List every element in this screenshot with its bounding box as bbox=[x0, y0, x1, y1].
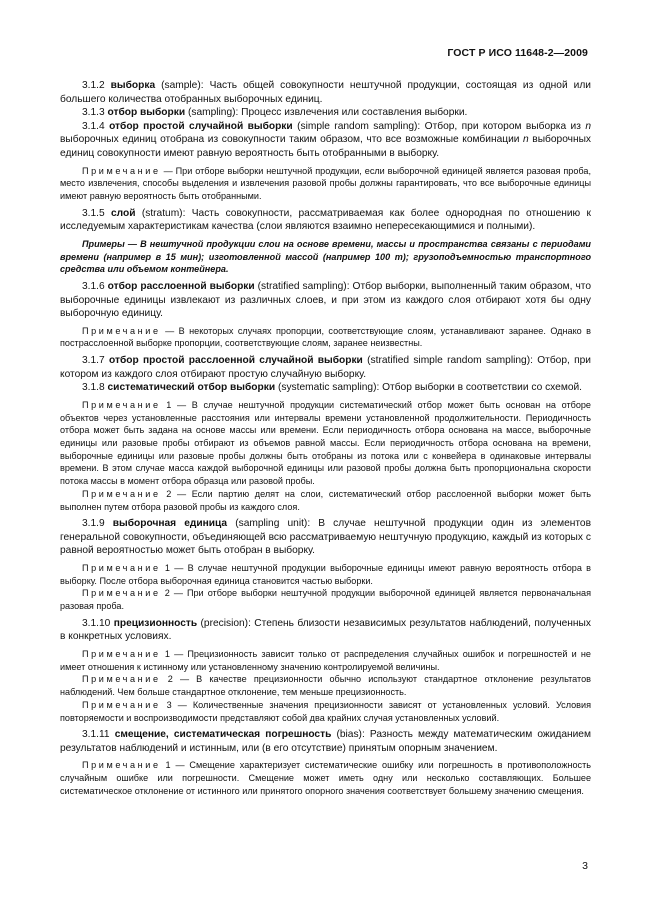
clause-3-1-6: 3.1.6 отбор расслоенной выборки (stratified sampling): Отбор выборки, выполненный таким образом, что выборочные единицы извлекают из различных слоев, и при этом из каждого слоя отбирают хотя бы одну выборочную единицу. bbox=[60, 280, 591, 320]
standard-header: ГОСТ Р ИСО 11648-2—2009 bbox=[447, 47, 588, 59]
note-3-1-11-1: Примечание 1 — Смещение характеризует систематические ошибку или погрешность в противоположность случайным ошибке или погрешности. Смещение может иметь одну или несколько составляющих. Большее систематическое отклонение от истинного или принятого опорного значения соответствует большему значению смещения. bbox=[60, 760, 591, 796]
note-3-1-8-2: Примечание 2 — Если партию делят на слои, систематический отбор расслоенной выборки может быть выполнен путем отбора разовой пробы из каждого слоя. bbox=[60, 488, 591, 512]
clause-3-1-4: 3.1.4 отбор простой случайной выборки (simple random sampling): Отбор, при котором выборка из n выборочных единиц отобрана из совокупности таким образом, что все возможные комбинации n выборочных единиц совокупности имеют равную вероятность быть отобранными в выборку. bbox=[60, 120, 592, 159]
note-3-1-8-1: Примечание 1 — В случае нештучной продукции систематический отбор может быть основан на отборе объектов через установленные расстояния или интервалы времени установленной продолжительности. Периодичность отбора может быть задана на основе массы или времени. Если периодичность отбора основана на массе, выборочные единицы или разовые пробы отбирают из объемов равной массы. Если периодичность отбора основана на времени, выборочные единицы или разовые пробы должны быть отобраны из потока или с конвейера в одинаковые интервалы времени. В этом случае масса каждой выборочной единицы или разовой пробы должна быть пропорциональна скорости потока массы в момент отбора образца или разовой пробы. bbox=[60, 399, 591, 487]
page-number: 3 bbox=[582, 860, 588, 872]
note-3-1-6: Примечание — В некоторых случаях пропорции, соответствующие слоям, устанавливают заранее. Однако в пострасслоенной выборке пропорции, соответствующие слоям, заранее неизвестны. bbox=[60, 325, 591, 349]
clause-3-1-11: 3.1.11 смещение, систематическая погрешность (bias): Разность между математическим ожиданием результатов наблюдений и истинным, или (в его отсутствие) принятым опорным значением. bbox=[60, 729, 591, 754]
note-3-1-9-2: Примечание 2 — При отборе выборки нештучной продукции выборочной единицей является первоначальная разовая проба. bbox=[60, 588, 591, 612]
clause-3-1-10: 3.1.10 прецизионность (precision): Степень близости независимых результатов наблюдений, полученных в конкретных условиях. bbox=[60, 617, 591, 643]
clause-3-1-2: 3.1.2 выборка (sample): Часть общей совокупности нештучной продукции, состоящая из одной или большего количества отобранных выборочных единиц. bbox=[60, 80, 591, 105]
note-3-1-9-1: Примечание 1 — В случае нештучной продукции выборочные единицы имеют равную вероятность отбора в выборку. После отбора выборочная единица становится частью выборки. bbox=[60, 563, 591, 586]
note-3-1-4: Примечание — При отборе выборки нештучной продукции, если выборочной единицей является разовая проба, место извлечения, способы выделения и извлечения разовой пробы должны гарантировать, что все выборочные единицы имеют равную вероятность быть отобранными. bbox=[60, 165, 591, 201]
note-3-1-10-3: Примечание 3 — Количественные значения прецизионности зависят от установленных условий. Условия повторяемости и воспроизводимости представляют собой два крайних случая установленных условий. bbox=[60, 699, 591, 723]
clause-3-1-8: 3.1.8 систематический отбор выборки (systematic sampling): Отбор выборки в соответствии со схемой. bbox=[82, 382, 583, 394]
note-3-1-10-2: Примечание 2 — В качестве прецизионности обычно используют стандартное отклонение результатов наблюдений. Чем больше стандартное отклонение, тем меньше прецизионность. bbox=[60, 674, 591, 698]
clause-3-1-3: 3.1.3 отбор выборки (sampling): Процесс извлечения или составления выборки. bbox=[82, 107, 468, 119]
clause-3-1-5: 3.1.5 слой (stratum): Часть совокупности, рассматриваемая как более однородная по отношению к исследуемым характеристикам качества (слои являются взаимно непересекающимися и полными). bbox=[60, 207, 591, 233]
note-3-1-10-1: Примечание 1 — Прецизионность зависит только от распределения случайных ошибок и погрешностей и не имеет отношения к истинному или установленному значению контролируемой величины. bbox=[60, 649, 591, 672]
document-body bbox=[60, 79, 591, 798]
clause-3-1-7: 3.1.7 отбор простой расслоенной случайной выборки (stratified simple random sampling): Отбор, при котором из каждого слоя отбирают простую случайную выборку. bbox=[60, 355, 591, 380]
examples-3-1-5: Примеры — В нештучной продукции слои на основе времени, массы и пространства связаны с периодами времени (например в 15 мин); изготовленной массой (например 100 т); грузоподъемностью транспортного средства или объемом контейнера. bbox=[60, 238, 591, 275]
clause-3-1-9: 3.1.9 выборочная единица (sampling unit): В случае нештучной продукции один из элементов генеральной совокупности, объединяющей всю рассматриваемую нештучную продукцию, каждый из которых с равной вероятностью может быть отобран в выборку. bbox=[60, 518, 591, 557]
